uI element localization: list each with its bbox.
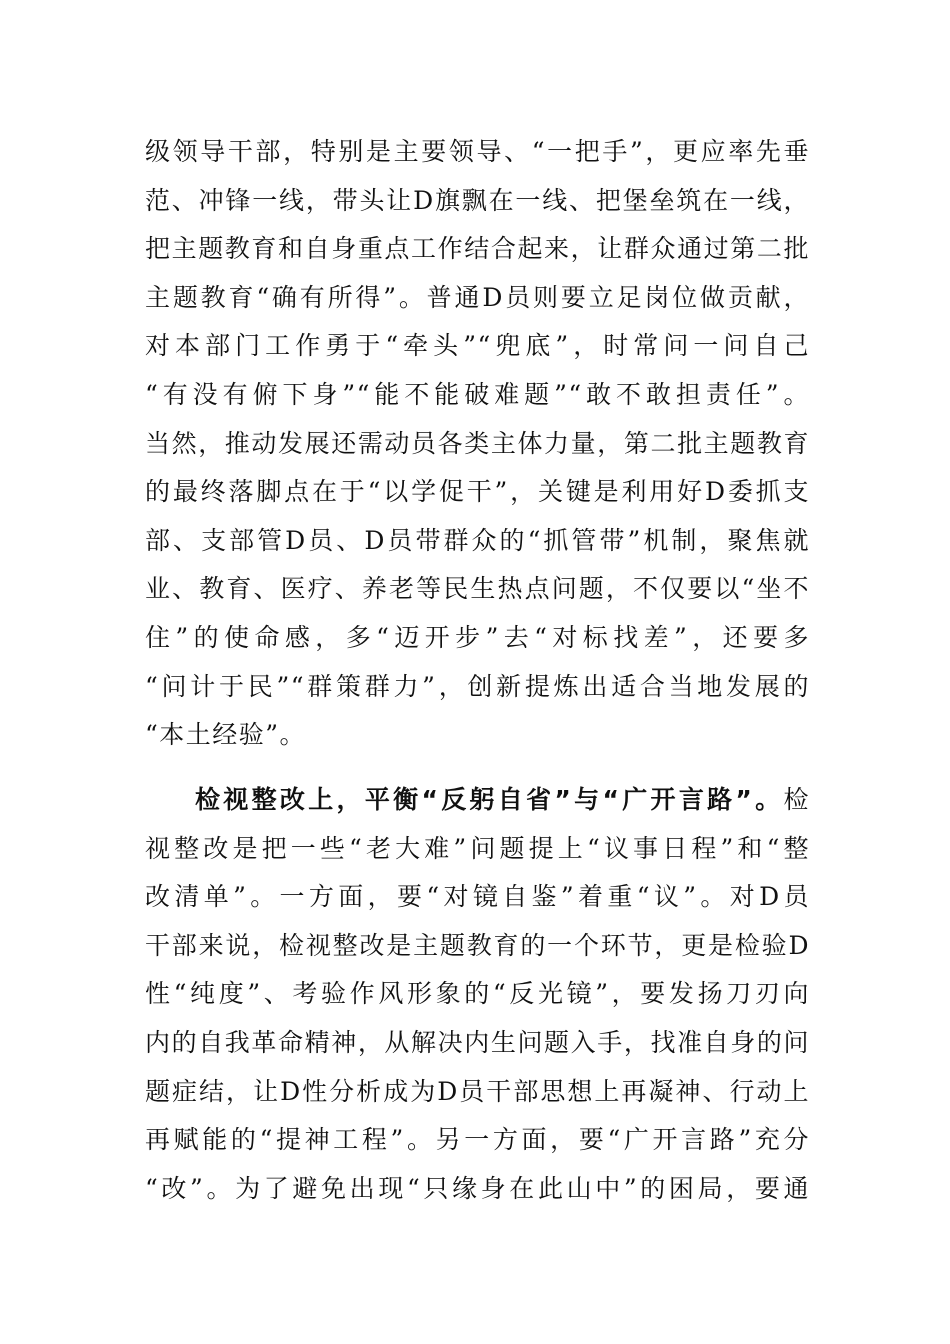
paragraph-1 (145, 128, 810, 760)
text-line: 干部来说，检视整改是主题教育的一个环节，更是检验D (145, 930, 810, 960)
paragraph-2 (145, 776, 810, 1213)
text-line: 把主题教育和自身重点工作结合起来，让群众通过第二批 (145, 234, 810, 264)
text-line: “问计于民”“群策群力”，创新提炼出适合当地发展的 (145, 671, 810, 701)
text-line: 的最终落脚点在于“以学促干”，关键是利用好D委抓支 (145, 477, 810, 507)
paragraph-first-line (145, 776, 810, 825)
text-line: 部、支部管D员、D员带群众的“抓管带”机制，聚焦就 (145, 525, 810, 555)
text-line: 题症结，让D性分析成为D员干部思想上再凝神、行动上 (145, 1076, 810, 1106)
text-line: 住”的使命感，多“迈开步”去“对标找差”，还要多 (145, 622, 810, 652)
text-line: 范、冲锋一线，带头让D旗飘在一线、把堡垒筑在一线， (145, 185, 810, 215)
text-line: 对本部门工作勇于“牵头”“兜底”，时常问一问自己 (145, 331, 810, 361)
text-line: 级领导干部，特别是主要领导、“一把手”，更应率先垂 (145, 137, 810, 166)
text-line: 当然，推动发展还需动员各类主体力量，第二批主题教育 (145, 428, 810, 458)
text-line: “改”。为了避免出现“只缘身在此山中”的困局，要通 (145, 1173, 810, 1203)
text-line: 视整改是把一些“老大难”问题提上“议事日程”和“整 (145, 833, 810, 863)
text-line: 改清单”。一方面，要“对镜自鉴”着重“议”。对D员 (145, 882, 810, 912)
text-fragment: 检 (783, 785, 810, 814)
text-line: 内的自我革命精神，从解决内生问题入手，找准自身的问 (145, 1027, 810, 1057)
text-line: 主题教育“确有所得”。普通D员则要立足岗位做贡献， (145, 282, 810, 312)
text-line: 业、教育、医疗、养老等民生热点问题，不仅要以“坐不 (145, 574, 810, 604)
section-heading: 检视整改上，平衡“反躬自省”与“广开言路”。 (195, 785, 784, 814)
text-line: 再赋能的“提神工程”。另一方面，要“广开言路”充分 (145, 1125, 810, 1155)
text-line: “本土经验”。 (145, 720, 307, 750)
text-line: “有没有俯下身”“能不能破难题”“敢不敢担责任”。 (145, 379, 810, 409)
text-line: 性“纯度”、考验作风形象的“反光镜”，要发扬刀刃向 (145, 979, 810, 1009)
